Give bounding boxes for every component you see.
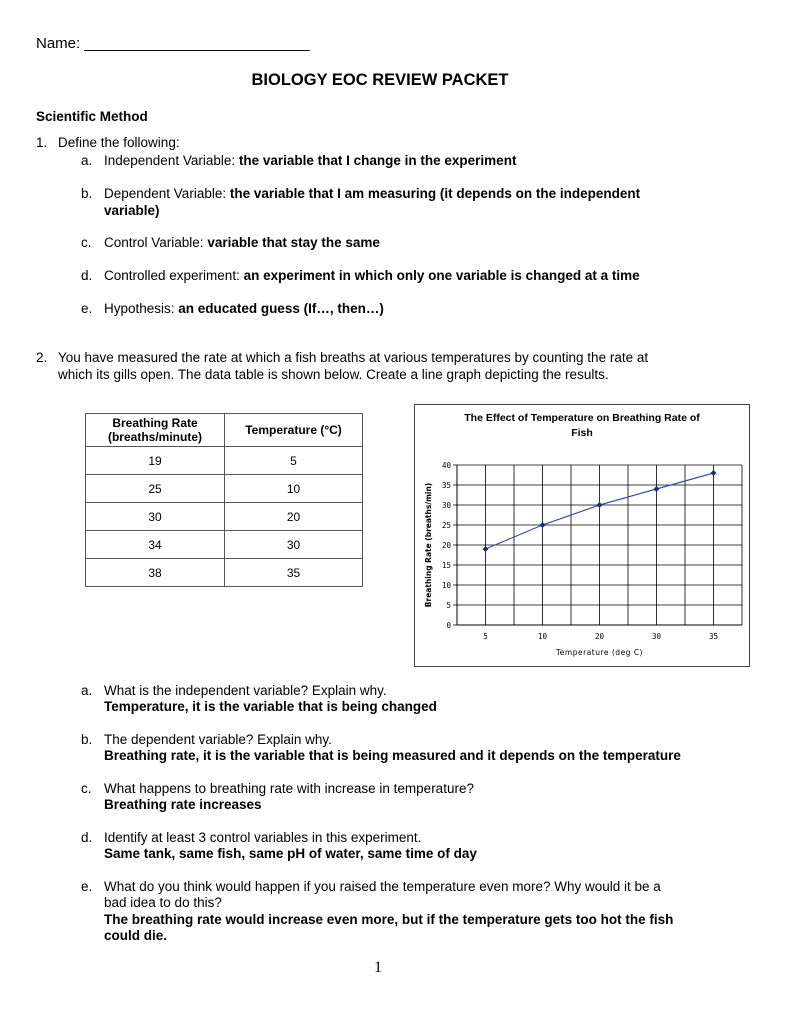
q1a-answer: the variable that I change in the experiment <box>238 153 517 168</box>
table-header-breathing-rate: Breathing Rate (breaths/minute) <box>86 414 225 447</box>
x-tick-label: 20 <box>594 632 605 641</box>
y-tick-label: 40 <box>441 461 451 470</box>
table-cell: 19 <box>86 447 225 475</box>
y-tick-label: 10 <box>441 581 451 590</box>
table-cell: 10 <box>225 475 363 503</box>
q2e-letter: e. <box>81 879 93 894</box>
q1-prompt: Define the following: <box>58 135 180 150</box>
table-row <box>86 531 363 559</box>
q2a-answer: Temperature, it is the variable that is being changed <box>104 699 437 714</box>
q2e-question: What do you think would happen if you raised the temperature even more? Why would it be a <box>104 879 661 894</box>
x-tick-label: 10 <box>537 632 548 641</box>
q1c-answer: variable that stay the same <box>207 235 380 250</box>
y-tick-label: 15 <box>441 561 451 570</box>
q1a-letter: a. <box>81 153 93 168</box>
y-tick-label: 20 <box>441 541 451 550</box>
x-axis-label: Temperature (deg C) <box>555 648 644 657</box>
x-tick-label: 30 <box>651 632 662 641</box>
q1c-text <box>104 235 380 251</box>
x-tick-label: 35 <box>708 632 719 641</box>
page-title: BIOLOGY EOC REVIEW PACKET <box>251 71 509 89</box>
q2a-letter: a. <box>81 683 93 698</box>
q2-prompt-line2: which its gills open. The data table is shown below. Create a line graph depicting the results. <box>58 367 609 382</box>
page-number: 1 <box>374 959 382 976</box>
q2b-answer: Breathing rate, it is the variable that is being measured and it depends on the temperature <box>104 748 681 763</box>
table-header-row <box>86 414 363 447</box>
table-row <box>86 559 363 587</box>
y-tick-label: 25 <box>441 521 451 530</box>
table-row <box>86 475 363 503</box>
table-cell: 30 <box>225 531 363 559</box>
y-tick-label: 30 <box>441 501 451 510</box>
q2b-letter: b. <box>81 732 93 747</box>
q2e-answer-cont: could die. <box>104 928 168 943</box>
y-axis-label: Breathing Rate (breaths/min) <box>424 482 433 608</box>
q1b-answer: the variable that I am measuring (it depends on the independent <box>229 186 641 201</box>
y-tick-label: 0 <box>446 621 451 630</box>
data-point <box>540 522 546 528</box>
table-row <box>86 447 363 475</box>
q1b-text <box>104 186 640 202</box>
q2c-question: What happens to breathing rate with increase in temperature? <box>104 781 474 796</box>
q1c-term: Control Variable: <box>104 235 208 250</box>
name-field-label: Name: ___________________________ <box>36 35 310 52</box>
table-cell: 25 <box>86 475 225 503</box>
chart-svg <box>415 405 749 666</box>
table-cell: 5 <box>225 447 363 475</box>
table-cell: 38 <box>86 559 225 587</box>
q2c-answer: Breathing rate increases <box>104 797 262 812</box>
line-chart <box>414 404 750 667</box>
q1d-term: Controlled experiment: <box>104 268 244 283</box>
data-table <box>85 413 363 587</box>
q2d-letter: d. <box>81 830 93 845</box>
table-header-temperature: Temperature (°C) <box>225 414 363 447</box>
q2b-question: The dependent variable? Explain why. <box>104 732 332 747</box>
q2e-answer: The breathing rate would increase even more, but if the temperature gets too hot the fish <box>104 912 674 927</box>
q1a-term: Independent Variable: <box>104 153 239 168</box>
q2-number: 2. <box>36 350 48 365</box>
q1e-text <box>104 301 384 317</box>
q1e-term: Hypothesis: <box>104 301 179 316</box>
q1d-text <box>104 268 640 284</box>
q2d-question: Identify at least 3 control variables in this experiment. <box>104 830 422 845</box>
chart-title-line2: Fish <box>571 427 593 439</box>
q2a-question: What is the independent variable? Explain why. <box>104 683 387 698</box>
q1e-answer: an educated guess (If…, then…) <box>178 301 384 316</box>
q1b-term: Dependent Variable: <box>104 186 230 201</box>
q2-prompt-line1: You have measured the rate at which a fish breaths at various temperatures by counting the rate at <box>58 350 649 365</box>
q1a-text <box>104 153 516 169</box>
y-tick-label: 5 <box>446 601 451 610</box>
data-point <box>597 502 603 508</box>
q2d-answer: Same tank, same fish, same pH of water, same time of day <box>104 846 477 861</box>
q1e-letter: e. <box>81 301 93 316</box>
data-point <box>483 546 489 552</box>
q1b-answer-cont: variable) <box>104 203 160 218</box>
section-heading: Scientific Method <box>36 109 148 124</box>
q2c-letter: c. <box>81 781 92 796</box>
table-cell: 20 <box>225 503 363 531</box>
data-point <box>711 470 717 476</box>
q1b-letter: b. <box>81 186 93 201</box>
q1d-answer: an experiment in which only one variable is changed at a time <box>243 268 640 283</box>
table-cell: 34 <box>86 531 225 559</box>
y-tick-label: 35 <box>441 481 451 490</box>
q2e-question-cont: bad idea to do this? <box>104 895 222 910</box>
table-row <box>86 503 363 531</box>
table-cell: 35 <box>225 559 363 587</box>
x-tick-label: 5 <box>483 632 488 641</box>
q1c-letter: c. <box>81 235 92 250</box>
q1-number: 1. <box>36 135 48 150</box>
chart-title: The Effect of Temperature on Breathing Rate of <box>464 412 700 424</box>
table-cell: 30 <box>86 503 225 531</box>
data-point <box>654 486 660 492</box>
q1d-letter: d. <box>81 268 93 283</box>
